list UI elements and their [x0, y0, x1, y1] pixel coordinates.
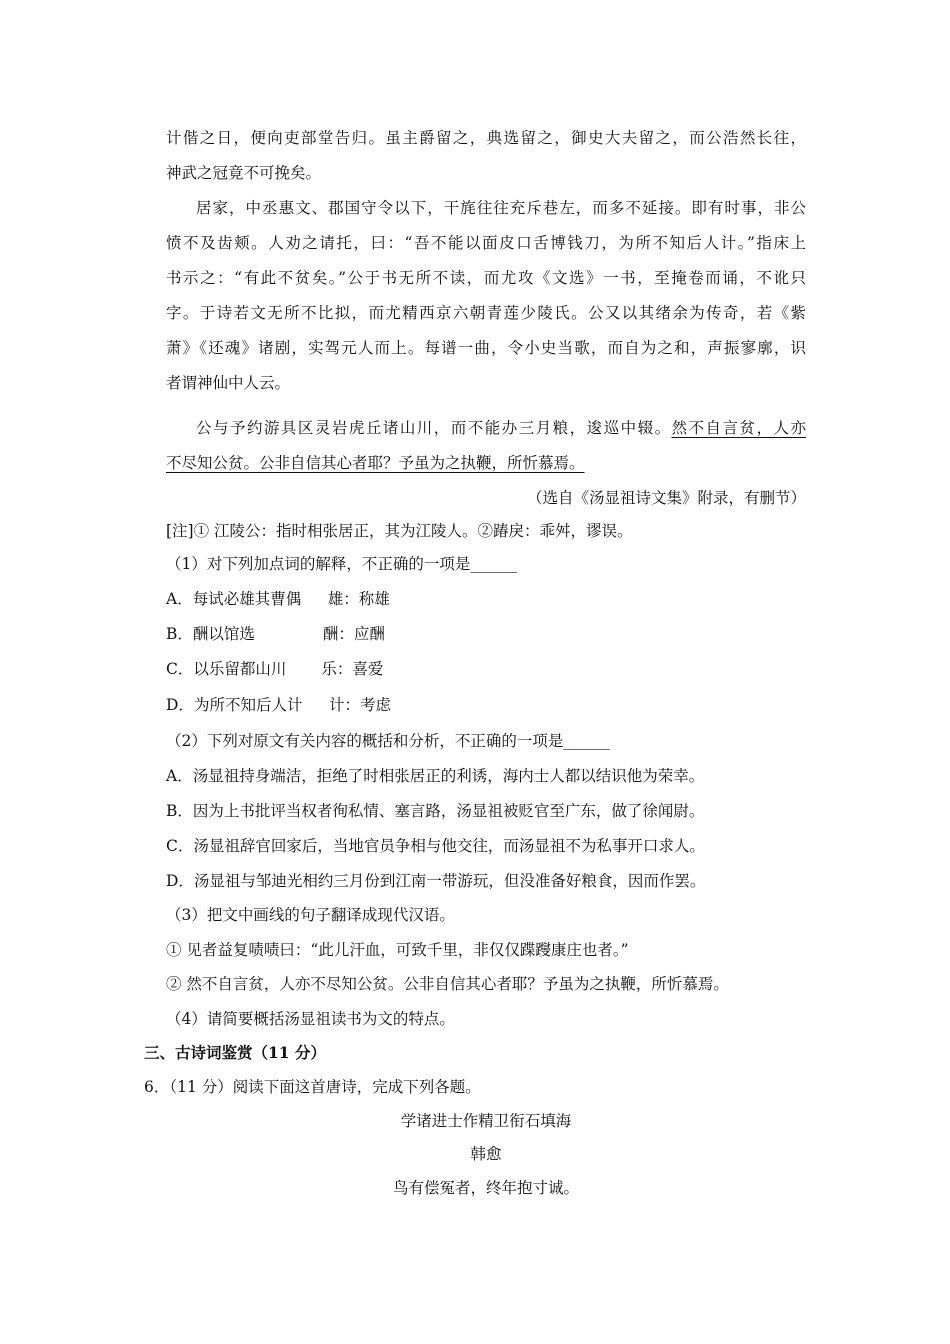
option-b: B．酬以馆选 酬：应酬: [166, 625, 385, 643]
passage-line: 字。于诗若文无所不比拟，而尤精西京六朝青莲少陵氏。公又以其绪余为传奇，若《紫: [166, 304, 806, 322]
underlined-sentence: 然不自言贫，人亦: [671, 419, 806, 437]
section-heading: 三、古诗词鉴赏（11 分）: [144, 1043, 326, 1062]
option-b: B．因为上书批评当权者徇私情、塞言路，汤显祖被贬官至广东，做了徐闻尉。: [166, 802, 705, 820]
passage-line: 神武之冠竟不可挽矣。: [166, 164, 322, 182]
passage-line: [196, 418, 806, 438]
question-6-stem: 6．（11 分）阅读下面这首唐诗，完成下列各题。: [144, 1078, 481, 1096]
poem-author: 韩愈: [470, 1145, 502, 1163]
question-1-stem: （1）对下列加点词的解释，不正确的一项是______: [166, 555, 517, 573]
passage-text: 公与予约游具区灵岩虎丘诸山川，而不能办三月粮，逡巡中辍。: [196, 419, 672, 437]
translation-item-2: ② 然不自言贫，人亦不尽知公贫。公非自信其心者耶？予虽为之执鞭，所忻慕焉。: [166, 975, 729, 993]
passage-line: 者谓神仙中人云。: [166, 374, 291, 392]
option-c: C．汤显祖辞官回家后，当地官员争相与他交往，而汤显祖不为私事开口求人。: [166, 837, 705, 855]
underlined-sentence: 不尽知公贫。公非自信其心者耶？予虽为之执鞭，所忻慕焉。: [166, 454, 585, 472]
source-citation: （选自《汤显祖诗文集》附录，有删节）: [526, 489, 806, 507]
passage-line: 居家，中丞惠文、郡国守令以下，干旄往往充斥巷左，而多不延接。即有时事，非公: [196, 199, 806, 217]
question-3-stem: （3）把文中画线的句子翻译成现代汉语。: [166, 906, 455, 924]
passage-line: 计偕之日，便向吏部堂告归。虽主爵留之，典选留之，御史大夫留之，而公浩然长往，: [166, 129, 806, 147]
annotation-note: [注]① 江陵公：指时相张居正，其为江陵人。②踳戾：乖舛，谬误。: [166, 522, 633, 540]
passage-line: 愤不及齿颊。人劝之请托，曰：“吾不能以面皮口舌博钱刀，为所不知后人计。”指床上: [166, 234, 806, 252]
option-a: A．每试必雄其曹偶 雄：称雄: [166, 590, 390, 608]
question-4-stem: （4）请简要概括汤显祖读书为文的特点。: [166, 1010, 455, 1028]
passage-line: 萧》《还魂》诸剧，实驾元人而上。每谱一曲，令小史当歌，而自为之和，声振寥廓，识: [166, 339, 806, 357]
option-a: A．汤显祖持身端洁，拒绝了时相张居正的利诱，海内士人都以结识他为荣幸。: [166, 767, 705, 785]
option-c: C．以乐留都山川 乐：喜爱: [166, 660, 384, 678]
option-d: D．为所不知后人计 计：考虑: [166, 696, 391, 714]
option-d: D．汤显祖与邹迪光相约三月份到江南一带游玩，但没准备好粮食，因而作罢。: [166, 872, 706, 890]
passage-line: 书示之：“有此不贫矣。”公于书无所不读，而尤攻《文选》一书，至掩卷而诵，不讹只: [166, 269, 806, 287]
poem-line: 鸟有偿冤者，终年抱寸诚。: [392, 1179, 579, 1197]
question-2-stem: （2）下列对原文有关内容的概括和分析，不正确的一项是______: [166, 732, 610, 750]
translation-item-1: ① 见者益复啧啧曰：“此儿汗血，可致千里，非仅仅蹀躞康庄也者。”: [166, 941, 629, 959]
poem-title: 学诸进士作精卫衔石填海: [400, 1112, 572, 1130]
